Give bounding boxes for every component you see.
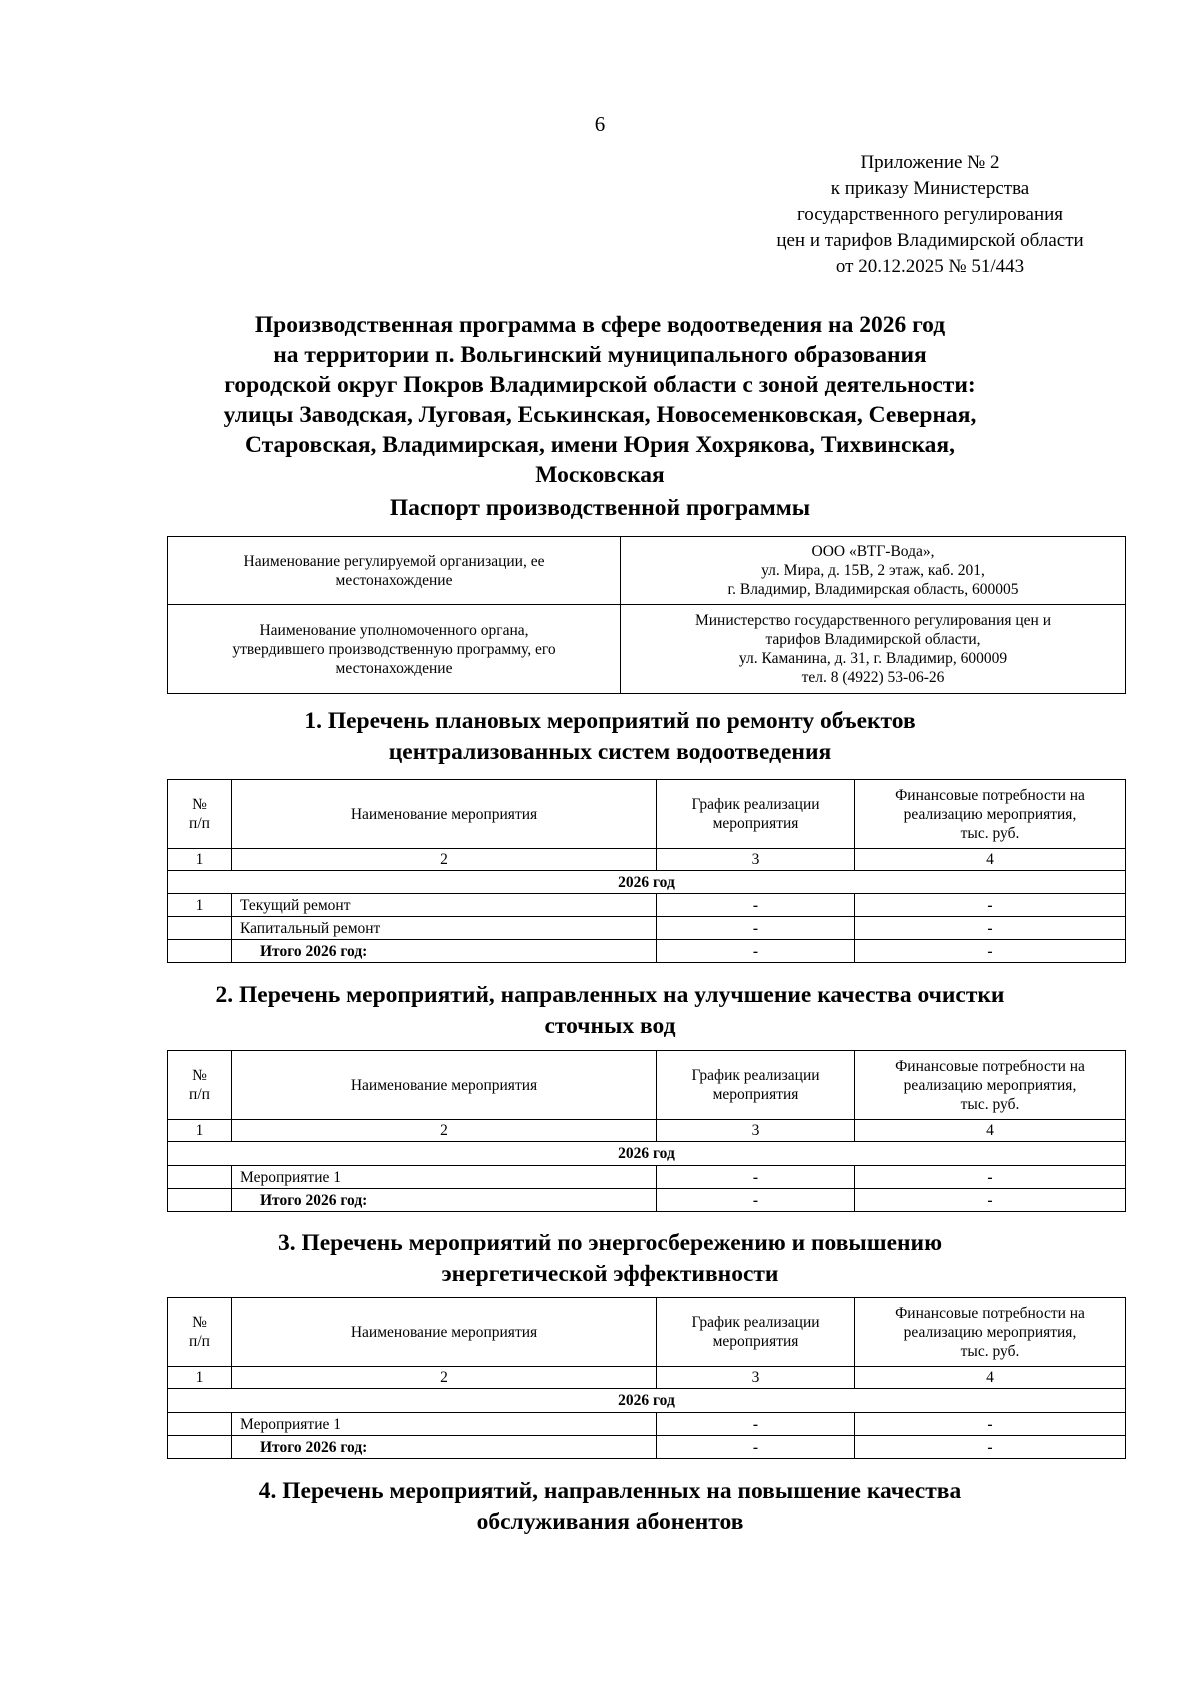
table-header-row [168,780,1126,849]
row-num [168,940,232,963]
total-label: Итого 2026 год: [232,1189,657,1212]
year-row [168,871,1126,894]
appendix-line: цен и тарифов Владимирской области [776,230,1084,251]
col-number: 3 [657,849,855,871]
section-3-heading: 3. Перечень мероприятий по энергосбережению и повышению энергетической эффективности [277,1230,943,1287]
row-schedule: - [657,1166,855,1189]
section-1-heading: 1. Перечень плановых мероприятий по ремонту объектов централизованных систем водоотведения [304,708,916,765]
title-line: улицы Заводская, Луговая, Еськинская, Новосеменковская, Северная, [223,402,977,428]
total-label: Итого 2026 год: [232,940,657,963]
row-schedule: - [657,1413,855,1436]
title-line: на территории п. Вольгинский муниципального образования [273,342,927,368]
total-row [168,1436,1126,1459]
col-number: 1 [168,849,232,871]
year-cell: 2026 год [168,1389,1126,1413]
row-schedule: - [657,894,855,917]
row-num [168,1413,232,1436]
col-number: 2 [232,1120,657,1142]
title-line: городской округ Покров Владимирской области с зоной деятельности: [224,372,976,398]
total-schedule: - [657,940,855,963]
header-name: Наименование мероприятия [232,1051,657,1120]
section-3-table [167,1297,1126,1459]
col-number: 4 [855,849,1126,871]
row-num [168,1189,232,1212]
appendix-line: от 20.12.2025 № 51/443 [835,256,1025,277]
header-num: № п/п [168,780,232,849]
header-num: № п/п [168,1051,232,1120]
section-1-table [167,779,1126,963]
passport-label: Наименование регулируемой организации, ее местонахождение [168,537,621,605]
section-4-heading: 4. Перечень мероприятий, направленных на повышение качества обслуживания абонентов [258,1478,962,1535]
title-line: Производственная программа в сфере водоотведения на 2026 год [254,312,946,338]
header-finance: Финансовые потребности на реализацию мероприятия, тыс. руб. [855,1051,1126,1120]
col-number: 2 [232,849,657,871]
header-num: № п/п [168,1298,232,1367]
title-line: Московская [535,462,665,488]
total-schedule: - [657,1189,855,1212]
appendix-block [730,150,1130,280]
total-row [168,940,1126,963]
header-schedule: График реализации мероприятия [657,780,855,849]
row-num: 1 [168,894,232,917]
col-number: 3 [657,1367,855,1389]
header-finance: Финансовые потребности на реализацию мероприятия, тыс. руб. [855,780,1126,849]
col-number: 2 [232,1367,657,1389]
appendix-line: Приложение № 2 [860,152,1000,173]
row-name: Текущий ремонт [232,894,657,917]
passport-table [167,536,1126,694]
table-row [168,917,1126,940]
row-finance: - [855,894,1126,917]
header-name: Наименование мероприятия [232,1298,657,1367]
header-finance: Финансовые потребности на реализацию мероприятия, тыс. руб. [855,1298,1126,1367]
col-number: 3 [657,1120,855,1142]
section-2-heading: 2. Перечень мероприятий, направленных на улучшение качества очистки сточных вод [215,982,1005,1039]
appendix-line: государственного регулирования [796,204,1064,225]
total-finance: - [855,1189,1126,1212]
program-title [150,310,1050,523]
total-finance: - [855,940,1126,963]
row-num [168,917,232,940]
table-row [168,894,1126,917]
row-num [168,1436,232,1459]
col-number: 1 [168,1367,232,1389]
passport-title: Паспорт производственной программы [389,495,811,521]
table-row [168,1413,1126,1436]
page-number: 6 [594,112,606,136]
year-row [168,1142,1126,1166]
year-cell: 2026 год [168,1142,1126,1166]
row-name: Мероприятие 1 [232,1413,657,1436]
year-cell: 2026 год [168,871,1126,894]
header-name: Наименование мероприятия [232,780,657,849]
total-row [168,1189,1126,1212]
column-number-row [168,1120,1126,1142]
section-2-table [167,1050,1126,1212]
total-finance: - [855,1436,1126,1459]
table-header-row [168,1051,1126,1120]
col-number: 1 [168,1120,232,1142]
column-number-row [168,849,1126,871]
year-row [168,1389,1126,1413]
passport-value: ООО «ВТГ-Вода», ул. Мира, д. 15В, 2 этаж, каб. 201, г. Владимир, Владимирская область, 600005 [621,537,1126,605]
table-row [168,1166,1126,1189]
row-finance: - [855,1166,1126,1189]
col-number: 4 [855,1120,1126,1142]
row-name: Капитальный ремонт [232,917,657,940]
row-finance: - [855,917,1126,940]
header-schedule: График реализации мероприятия [657,1298,855,1367]
col-number: 4 [855,1367,1126,1389]
passport-row [168,537,1126,605]
appendix-line: к приказу Министерства [830,178,1030,199]
row-schedule: - [657,917,855,940]
title-line: Старовская, Владимирская, имени Юрия Хохрякова, Тихвинская, [245,432,955,458]
row-finance: - [855,1413,1126,1436]
row-num [168,1166,232,1189]
total-label: Итого 2026 год: [232,1436,657,1459]
passport-row [168,605,1126,694]
total-schedule: - [657,1436,855,1459]
row-name: Мероприятие 1 [232,1166,657,1189]
table-header-row [168,1298,1126,1367]
passport-label: Наименование уполномоченного органа, утвердившего производственную программу, его местонахождение [168,605,621,694]
header-schedule: График реализации мероприятия [657,1051,855,1120]
column-number-row [168,1367,1126,1389]
passport-value: Министерство государственного регулирования цен и тарифов Владимирской области, ул. Каманина, д. 31, г. Владимир, 600009 тел. 8 (4922) 53-06-26 [621,605,1126,694]
